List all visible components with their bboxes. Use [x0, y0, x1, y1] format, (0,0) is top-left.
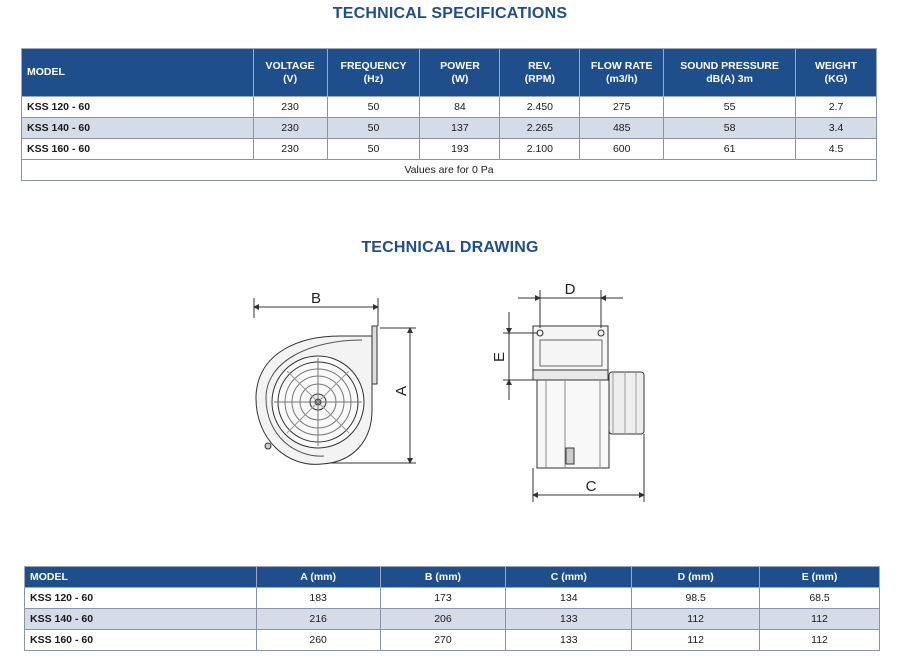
note-cell: Values are for 0 Pa — [22, 160, 877, 181]
flow-rate-cell: 485 — [580, 118, 664, 139]
table-row — [25, 609, 880, 630]
table-row — [22, 118, 877, 139]
dimension-c-label: C — [585, 478, 597, 495]
dim-a-cell: 260 — [256, 630, 380, 651]
voltage-cell: 230 — [253, 97, 327, 118]
dim-b-cell: 270 — [380, 630, 506, 651]
dim-d-cell: 112 — [632, 609, 760, 630]
sound-pressure-cell: 58 — [664, 118, 796, 139]
voltage-cell: 230 — [253, 118, 327, 139]
dim-d-cell: 98.5 — [632, 588, 760, 609]
spec-header-flow-rate: FLOW RATE (m3/h) — [580, 49, 664, 97]
spec-table — [21, 48, 877, 181]
rev-cell: 2.100 — [500, 139, 580, 160]
rev-cell: 2.265 — [500, 118, 580, 139]
dim-e-cell: 112 — [760, 609, 880, 630]
dims-header-e: E (mm) — [760, 567, 880, 588]
frequency-cell: 50 — [327, 118, 420, 139]
model-cell: KSS 140 - 60 — [25, 609, 257, 630]
dim-e-cell: 112 — [760, 630, 880, 651]
table-row — [25, 588, 880, 609]
drawing-title: TECHNICAL DRAWING — [361, 239, 539, 256]
sound-pressure-cell: 55 — [664, 97, 796, 118]
dim-d-cell: 112 — [632, 630, 760, 651]
flow-rate-cell: 600 — [580, 139, 664, 160]
dim-c-cell: 133 — [506, 630, 632, 651]
power-cell: 193 — [420, 139, 500, 160]
dimensions-table — [24, 566, 880, 651]
table-row — [22, 97, 877, 118]
dimension-b-label: B — [310, 290, 322, 307]
spec-header-rev: REV. (RPM) — [500, 49, 580, 97]
voltage-cell: 230 — [253, 139, 327, 160]
dim-c-cell: 134 — [506, 588, 632, 609]
dims-header-d: D (mm) — [632, 567, 760, 588]
note-row — [22, 160, 877, 181]
power-cell: 137 — [420, 118, 500, 139]
frequency-cell: 50 — [327, 139, 420, 160]
table-row — [22, 139, 877, 160]
spec-header-frequency: FREQUENCY (Hz) — [327, 49, 420, 97]
dims-header-model: MODEL — [25, 567, 257, 588]
dimension-e-label: E — [491, 351, 508, 363]
flow-rate-cell: 275 — [580, 97, 664, 118]
dims-header-b: B (mm) — [380, 567, 506, 588]
model-cell: KSS 160 - 60 — [22, 139, 254, 160]
dims-header-row — [25, 567, 880, 588]
spec-header-model: MODEL — [22, 49, 254, 97]
weight-cell: 2.7 — [796, 97, 877, 118]
spec-header-voltage: VOLTAGE (V) — [253, 49, 327, 97]
spec-header-power: POWER (W) — [420, 49, 500, 97]
spec-header-sound-pressure: SOUND PRESSURE dB(A) 3m — [664, 49, 796, 97]
rev-cell: 2.450 — [500, 97, 580, 118]
dim-b-cell: 173 — [380, 588, 506, 609]
dim-c-cell: 133 — [506, 609, 632, 630]
dim-e-cell: 68.5 — [760, 588, 880, 609]
table-row — [25, 630, 880, 651]
dim-a-cell: 183 — [256, 588, 380, 609]
spec-header-weight: WEIGHT (KG) — [796, 49, 877, 97]
dim-b-cell: 206 — [380, 609, 506, 630]
model-cell: KSS 120 - 60 — [22, 97, 254, 118]
model-cell: KSS 160 - 60 — [25, 630, 257, 651]
dims-header-c: C (mm) — [506, 567, 632, 588]
sound-pressure-cell: 61 — [664, 139, 796, 160]
power-cell: 84 — [420, 97, 500, 118]
dimension-d-label: D — [564, 281, 576, 298]
spec-title: TECHNICAL SPECIFICATIONS — [332, 5, 568, 22]
fan-front-view — [256, 326, 377, 464]
dimension-a-label: A — [393, 385, 410, 397]
fan-side-view — [533, 326, 644, 468]
weight-cell: 3.4 — [796, 118, 877, 139]
dim-a-cell: 216 — [256, 609, 380, 630]
spec-header-row — [22, 49, 877, 97]
technical-drawing — [0, 270, 900, 510]
model-cell: KSS 140 - 60 — [22, 118, 254, 139]
dims-header-a: A (mm) — [256, 567, 380, 588]
weight-cell: 4.5 — [796, 139, 877, 160]
frequency-cell: 50 — [327, 97, 420, 118]
model-cell: KSS 120 - 60 — [25, 588, 257, 609]
